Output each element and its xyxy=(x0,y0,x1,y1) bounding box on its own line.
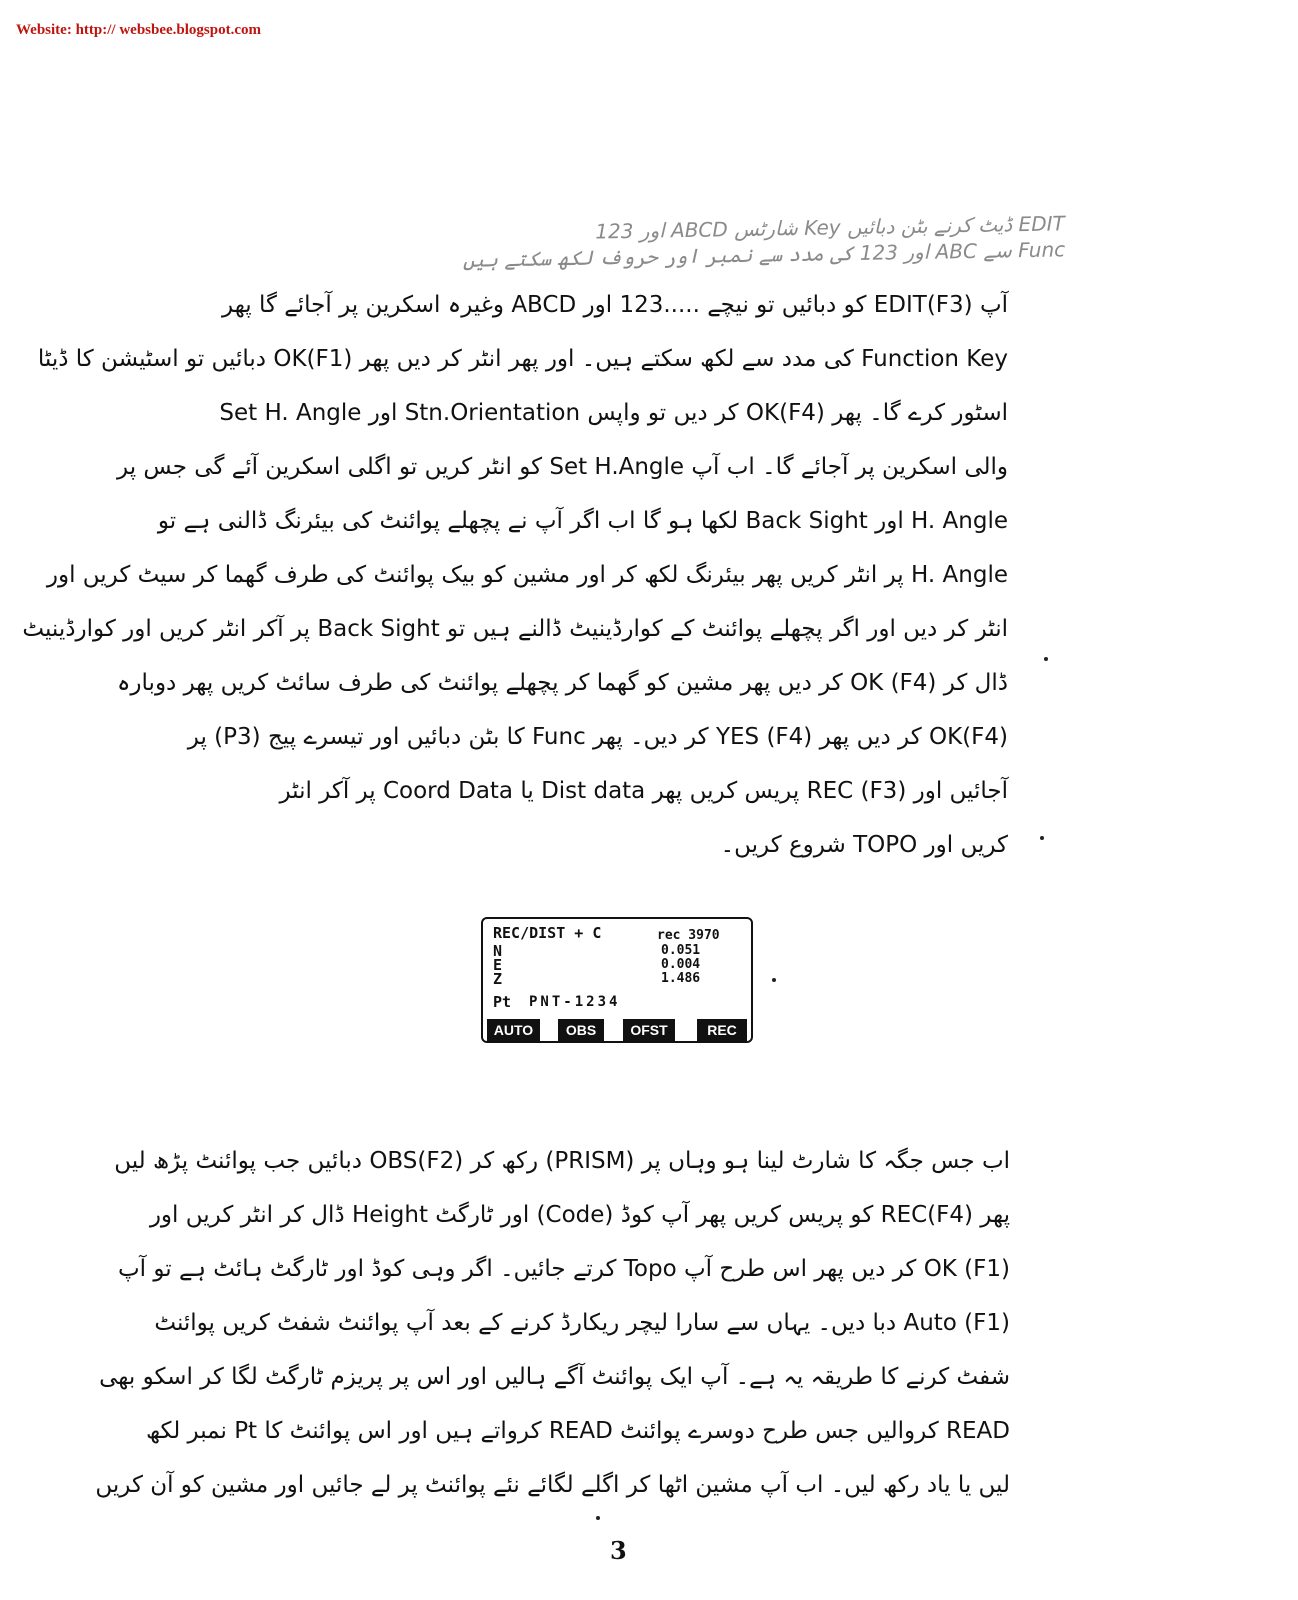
coord-label-z: Z xyxy=(493,970,503,988)
ofst-softkey[interactable]: OFST xyxy=(623,1019,675,1041)
instruction-paragraph-2 xyxy=(95,1134,1010,1512)
obs-softkey[interactable]: OBS xyxy=(558,1019,604,1041)
website-url: Website: http:// websbee.blogspot.com xyxy=(16,22,261,38)
handwritten-note-line: EDIT ڈیٹ کرنے بٹن دبائیں Key شارٹس ABCD اور 123 xyxy=(595,211,1065,244)
coord-value-e: 0.004 xyxy=(661,957,701,972)
page-number: 3 xyxy=(610,1536,627,1565)
paragraph-line: Auto (F1) دبا دیں۔ یہاں سے سارا لیچر ریکارڈ کرنے کے بعد آپ پوائنٹ شفٹ کریں پوائنٹ xyxy=(154,1310,1010,1336)
paragraph-line: OK (F1) کر دیں پھر اس طرح آپ Topo کرتے جائیں۔ اگر وہی کوڈ اور ٹارگٹ ہائٹ ہے تو آپ xyxy=(118,1256,1010,1282)
scan-dot xyxy=(596,1516,600,1520)
coord-label-e: E xyxy=(493,956,503,974)
softkey-bar xyxy=(487,1019,749,1041)
point-label: Pt xyxy=(493,993,512,1011)
auto-softkey[interactable]: AUTO xyxy=(487,1019,540,1041)
record-number: rec 3970 xyxy=(657,928,720,943)
total-station-screen xyxy=(481,917,753,1043)
paragraph-line: کریں اور TOPO شروع کریں۔ xyxy=(720,832,1008,858)
paragraph-line: لیں یا یاد رکھ لیں۔ اب آپ مشین اٹھا کر اگلے لگائے نئے پوائنٹ پر لے جائیں اور مشین کو آن کریں xyxy=(95,1472,1010,1498)
paragraph-line: والی اسکرین پر آجائے گا۔ اب آپ Set H.Angle کو انٹر کریں تو اگلی اسکرین آئے گی جس پر xyxy=(117,454,1008,480)
paragraph-line: انٹر کر دیں اور اگر پچھلے پوائنٹ کے کوارڈینیٹ ڈالنے ہیں تو Back Sight پر آکر انٹر کریں اور کوارڈینیٹ xyxy=(22,616,1008,642)
point-name: PNT-1234 xyxy=(529,994,621,1010)
paragraph-line: شفٹ کرنے کا طریقہ یہ ہے۔ آپ ایک پوائنٹ آگے ہالیں اور اس پر پریزم ٹارگٹ لگا کر اسکو بھی xyxy=(99,1364,1010,1390)
paragraph-line: READ کروالیں جس طرح دوسرے پوائنٹ READ کرواتے ہیں اور اس پوائنٹ کا Pt نمبر لکھ xyxy=(145,1418,1010,1444)
paragraph-line: H. Angle پر انٹر کریں پھر بیئرنگ لکھ کر اور مشین کو بیک پوائنٹ کی طرف گھما کر سیٹ کریں اور xyxy=(46,562,1008,588)
scan-dot xyxy=(1044,657,1048,661)
coord-value-n: 0.051 xyxy=(661,943,701,958)
handwritten-note xyxy=(185,210,1066,277)
paragraph-line: Function Key کی مدد سے لکھ سکتے ہیں۔ اور پھر انٹر کر دیں پھر OK(F1) دبائیں تو اسٹیشن کا ڈیٹا xyxy=(37,346,1008,372)
paragraph-line: ڈال کر OK (F4) کر دیں پھر مشین کو گھما کر پچھلے پوائنٹ کی طرف سائٹ کریں پھر دوبارہ xyxy=(116,670,1008,696)
paragraph-line: پھر REC(F4) کو پریس کریں پھر آپ کوڈ (Code) اور ٹارگٹ Height ڈال کر انٹر کریں اور xyxy=(149,1202,1010,1228)
paragraph-line: آپ EDIT(F3) کو دبائیں تو نیچے .....123 اور ABCD وغیرہ اسکرین پر آجائے گا پھر xyxy=(222,292,1008,318)
scan-dot xyxy=(772,978,776,982)
screen-title: REC/DIST + C xyxy=(493,924,602,942)
rec-softkey[interactable]: REC xyxy=(697,1019,747,1041)
paragraph-line: OK(F4) کر دیں پھر YES (F4) کر دیں۔ پھر Func کا بٹن دبائیں اور تیسرے پیج (P3) پر xyxy=(187,724,1008,750)
paragraph-line: آجائیں اور REC (F3) پریس کریں پھر Dist data یا Coord Data پر آکر انٹر xyxy=(279,778,1008,804)
paragraph-line: H. Angle اور Back Sight لکھا ہو گا اب اگر آپ نے پچھلے پوائنٹ کی بیئرنگ ڈالنی ہے تو xyxy=(157,508,1008,534)
instruction-paragraph-1 xyxy=(22,278,1008,872)
paragraph-line: اب جس جگہ کا شارٹ لینا ہو وہاں پر (PRISM) رکھ کر OBS(F2) دبائیں جب پوائنٹ پڑھ لیں xyxy=(114,1148,1010,1174)
paragraph-line: اسٹور کرے گا۔ پھر OK(F4) کر دیں تو واپس Stn.Orientation اور Set H. Angle xyxy=(219,400,1008,426)
coord-value-z: 1.486 xyxy=(661,971,701,986)
coord-label-n: N xyxy=(493,942,503,960)
handwritten-note-line: Func سے ABC اور 123 کی مدد سے نمبر اور حروف لکھ سکتے ہیں xyxy=(462,237,1066,272)
scan-dot xyxy=(1040,836,1044,840)
